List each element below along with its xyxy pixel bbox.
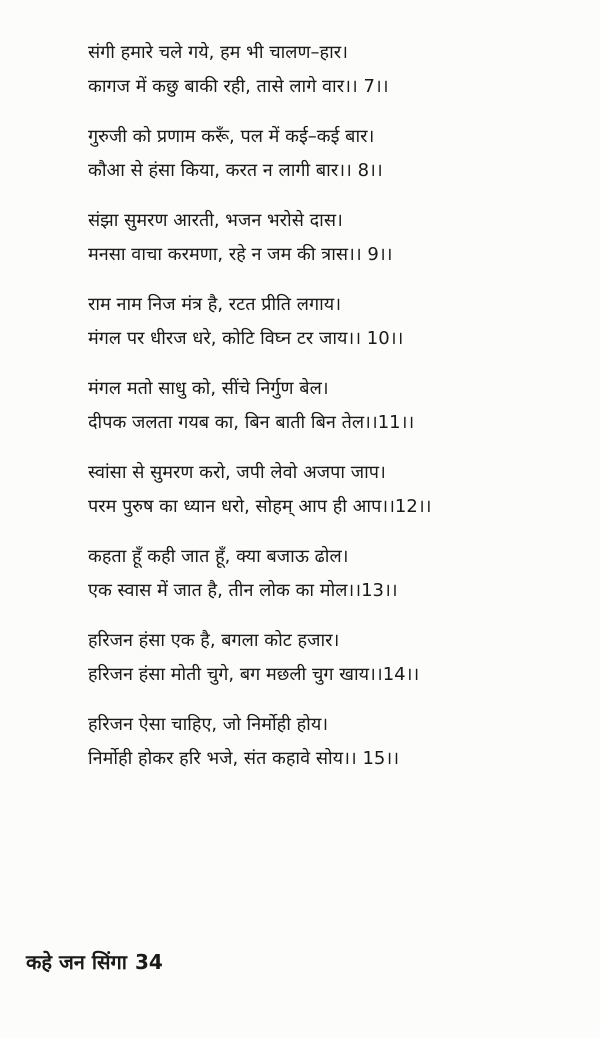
verse-line: स्वांसा से सुमरण करो, जपी लेवो अजपा जाप। [88, 462, 386, 483]
stanza-15 [88, 708, 568, 792]
verse-line: निर्मोही होकर हरि भजे, संत कहावे सोय।। 15।। [88, 748, 400, 769]
verse-line: कागज में कछु बाकी रही, तासे लागे वार।। 7।। [88, 76, 389, 97]
verse-line: राम नाम निज मंत्र है, रटत प्रीति लगाय। [88, 294, 342, 315]
stanza-13 [88, 540, 568, 624]
page-number: 34 [135, 950, 163, 974]
stanza-12 [88, 456, 568, 540]
verse-line: हरिजन हंसा एक है, बगला कोट हजार। [88, 630, 340, 651]
verse-list [88, 36, 568, 792]
stanza-10 [88, 288, 568, 372]
stanza-9 [88, 204, 568, 288]
book-title: कहे जन सिंगा [26, 950, 127, 974]
verse-line: एक स्वास में जात है, तीन लोक का मोल।।13।। [88, 580, 398, 601]
verse-line: संगी हमारे चले गये, हम भी चालण–हार। [88, 42, 348, 63]
verse-line: मंगल पर धीरज धरे, कोटि विघ्न टर जाय।। 10।। [88, 328, 404, 349]
verse-line: मनसा वाचा करमणा, रहे न जम की त्रास।। 9।। [88, 244, 393, 265]
verse-line: परम पुरुष का ध्यान धरो, सोहम् आप ही आप।।12।। [88, 496, 432, 517]
stanza-11 [88, 372, 568, 456]
verse-line: कौआ से हंसा किया, करत न लागी बार।। 8।। [88, 160, 383, 181]
stanza-14 [88, 624, 568, 708]
stanza-8 [88, 120, 568, 204]
verse-line: कहता हूँ कही जात हूँ, क्या बजाऊ ढोल। [88, 546, 349, 567]
verse-line: मंगल मतो साधु को, सींचे निर्गुण बेल। [88, 378, 329, 399]
verse-line: हरिजन ऐसा चाहिए, जो निर्मोही होय। [88, 714, 329, 735]
verse-line: संझा सुमरण आरती, भजन भरोसे दास। [88, 210, 343, 231]
page-footer [26, 948, 163, 975]
stanza-7 [88, 36, 568, 120]
verse-line: गुरुजी को प्रणाम करूँ, पल में कई–कई बार। [88, 126, 375, 147]
verse-line: हरिजन हंसा मोती चुगे, बग मछली चुग खाय।।14।। [88, 664, 420, 685]
verse-line: दीपक जलता गयब का, बिन बाती बिन तेल।।11।। [88, 412, 415, 433]
